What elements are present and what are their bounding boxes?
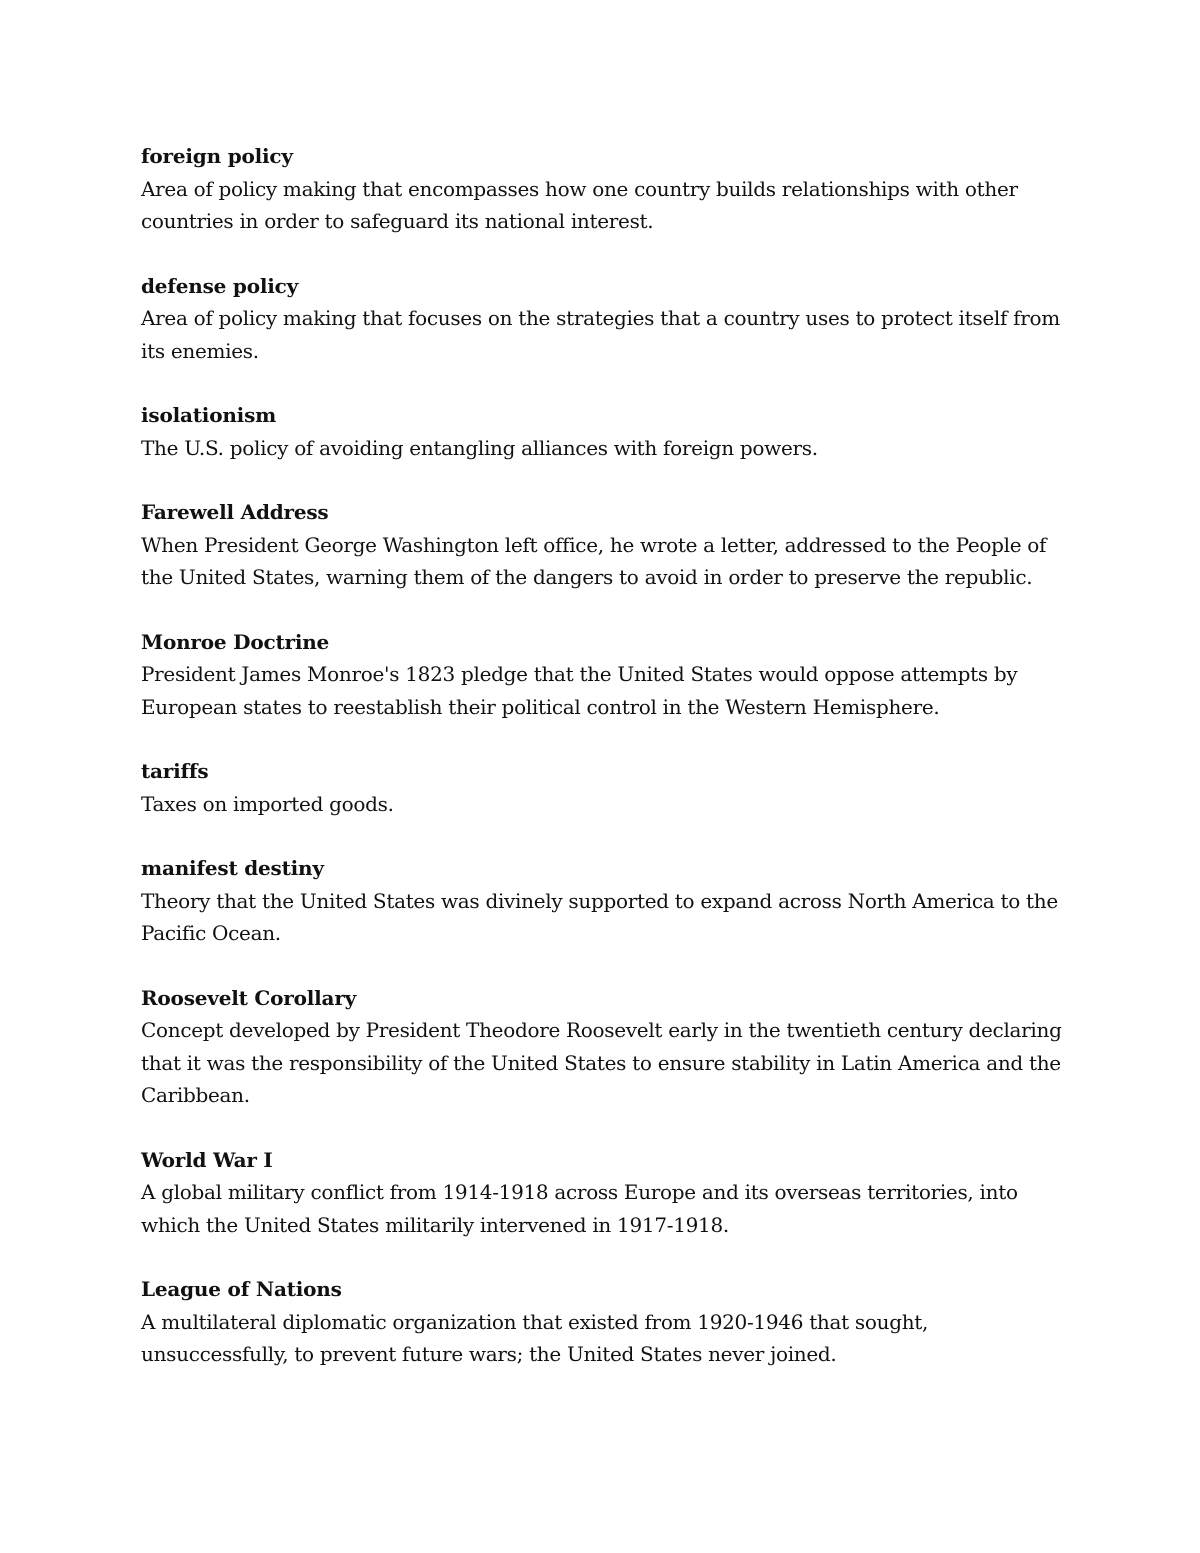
glossary-entry-tariffs	[141, 755, 1081, 820]
term-heading: League of Nations	[141, 1277, 342, 1301]
term-heading: World War I	[141, 1147, 273, 1172]
term-heading: tariffs	[141, 759, 209, 783]
glossary-entry-isolationism	[141, 399, 1081, 464]
term-heading: Roosevelt Corollary	[141, 985, 357, 1010]
term-definition: When President George Washington left office, he wrote a letter, addressed to the People of the United States, warning them of the dangers to avoid in order to preserve the republic.	[141, 532, 1047, 589]
glossary-entry-defense-policy	[141, 270, 1081, 368]
glossary-entry-manifest-destiny	[141, 852, 1081, 950]
term-heading: Monroe Doctrine	[141, 629, 330, 654]
glossary-page	[141, 140, 1081, 1403]
term-definition: Area of policy making that focuses on the strategies that a country uses to protect itself from its enemies.	[141, 306, 1060, 363]
term-definition: Concept developed by President Theodore Roosevelt early in the twentieth century declaring that it was the responsibility of the United States to ensure stability in Latin America and the Caribbean.	[141, 1018, 1062, 1107]
glossary-entry-foreign-policy	[141, 140, 1081, 238]
term-definition: A multilateral diplomatic organization that existed from 1920-1946 that sought, unsuccessfully, to prevent future wars; the United States never joined.	[141, 1309, 929, 1366]
term-definition: President James Monroe's 1823 pledge that the United States would oppose attempts by European states to reestablish their political control in the Western Hemisphere.	[141, 662, 1018, 719]
term-definition: Taxes on imported goods.	[141, 791, 394, 816]
term-definition: The U.S. policy of avoiding entangling alliances with foreign powers.	[141, 435, 818, 460]
term-definition: Theory that the United States was divinely supported to expand across North America to the Pacific Ocean.	[141, 888, 1058, 945]
term-heading: isolationism	[141, 403, 277, 427]
term-heading: foreign policy	[141, 144, 293, 168]
glossary-entry-farewell-address	[141, 496, 1081, 594]
glossary-entry-monroe-doctrine	[141, 626, 1081, 724]
glossary-entry-world-war-i	[141, 1144, 1081, 1242]
glossary-entry-roosevelt-corollary	[141, 982, 1081, 1112]
glossary-entry-league-of-nations	[141, 1273, 1081, 1371]
term-definition: A global military conflict from 1914-1918 across Europe and its overseas territories, into which the United States militarily intervened in 1917-1918.	[141, 1180, 1018, 1237]
term-heading: manifest destiny	[141, 856, 324, 880]
term-heading: Farewell Address	[141, 500, 329, 524]
term-definition: Area of policy making that encompasses how one country builds relationships with other countries in order to safeguard its national interest.	[141, 176, 1018, 233]
term-heading: defense policy	[141, 273, 299, 298]
